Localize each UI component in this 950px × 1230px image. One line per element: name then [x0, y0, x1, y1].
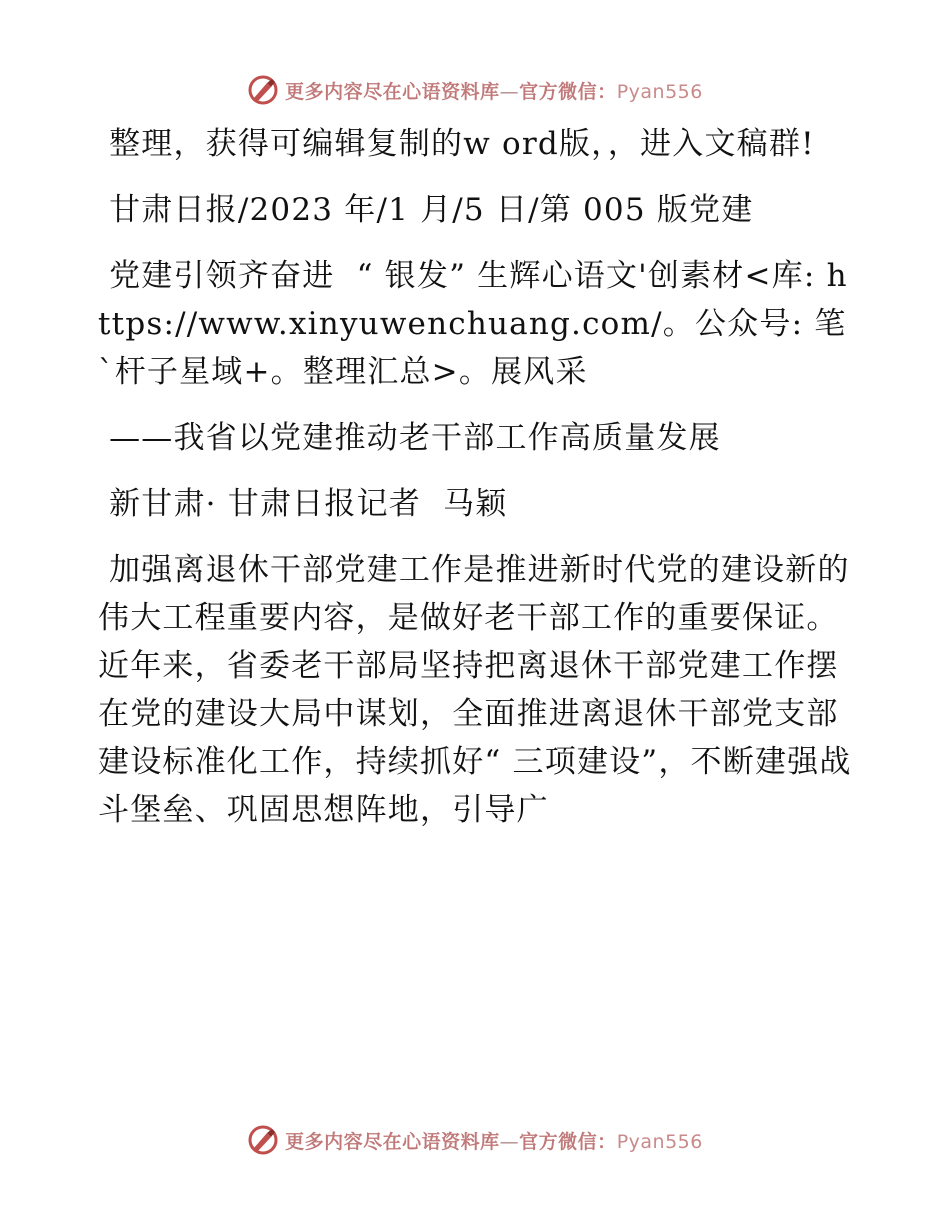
footer-banner	[0, 1120, 950, 1160]
paragraph-source: 甘肃日报/2023 年/1 月/5 日/第 005 版党建	[98, 192, 754, 228]
pen-nib-circle-logo-icon	[247, 74, 279, 106]
pen-nib-circle-logo-icon	[247, 1124, 279, 1156]
paragraph-body: 加强离退休干部党建工作是推进新时代党的建设新的伟大工程重要内容，是做好老干部工作的重要保证。近年来，省委老干部局坚持把离退休干部党建工作摆在党的建设大局中谋划，全面推进离退休干部党支部建设标准化工作，持续抓好“ 三项建设”，不断建强战斗堡垒、巩固思想阵地，引导广	[98, 552, 852, 828]
document-body	[98, 120, 858, 852]
banner-text: 更多内容尽在心语资料库—官方微信：Pyan556	[285, 1130, 703, 1153]
paragraph-byline: 新甘肃· 甘肃日报记者 马颖	[98, 486, 508, 522]
paragraph-subheadline: ——我省以党建推动老干部工作高质量发展	[98, 420, 721, 456]
header-banner	[0, 70, 950, 110]
paragraph-intro: 整理，获得可编辑复制的w ord版，，进入文稿群!	[98, 126, 815, 162]
paragraph-headline: 党建引领齐奋进 “ 银发” 生辉心语文'创素材<库: https://www.xinyuwenchuang.com/。公众号: 笔`杆子星域+。整理汇总>。展风采	[98, 258, 848, 390]
banner-text: 更多内容尽在心语资料库—官方微信：Pyan556	[285, 80, 703, 103]
